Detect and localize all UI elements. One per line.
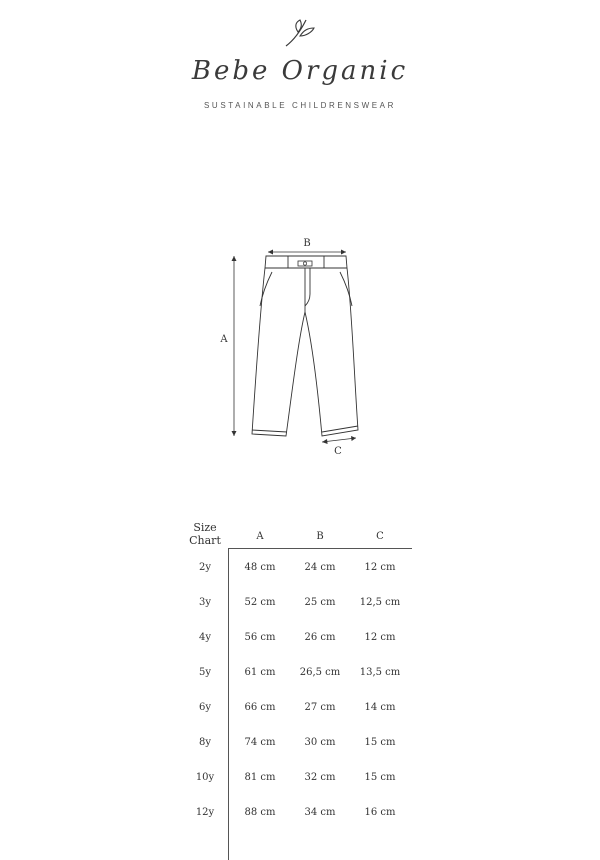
measure-b-arrow [268,250,346,255]
measure-c-arrow [322,436,356,444]
brand-name: Bebe Organic [191,56,409,86]
table-row: 10y 81 cm 32 cm 15 cm [195,772,396,783]
brand-tagline: SUSTAINABLE CHILDRENSWEAR [204,101,396,110]
table-row: 8y 74 cm 30 cm 15 cm [198,737,396,748]
column-header-b: B [316,530,324,542]
table-row: 6y 66 cm 27 cm 14 cm [198,702,396,713]
label-a: A [220,334,228,345]
header-divider [228,548,412,549]
table-row: 4y 56 cm 26 cm 12 cm [198,632,396,643]
label-b: B [303,238,311,249]
table-header [180,518,412,550]
table-row: 12y 88 cm 34 cm 16 cm [195,807,396,818]
size-chart-title: Size Chart [189,521,221,547]
leaf-icon [280,16,320,50]
column-header-c: C [376,530,384,542]
label-c: C [334,446,342,457]
column-header-a: A [256,530,264,542]
table-row: 2y 48 cm 24 cm 12 cm [198,562,396,573]
pants-outline [252,256,358,436]
table-row: 3y 52 cm 25 cm 12,5 cm [198,597,401,608]
table-row: 5y 61 cm 26,5 cm 13,5 cm [198,667,401,678]
size-chart-table [180,518,412,818]
measure-a-arrow [232,256,237,436]
table-body [180,550,412,830]
brand-logo [0,0,600,130]
pants-diagram [210,232,390,462]
